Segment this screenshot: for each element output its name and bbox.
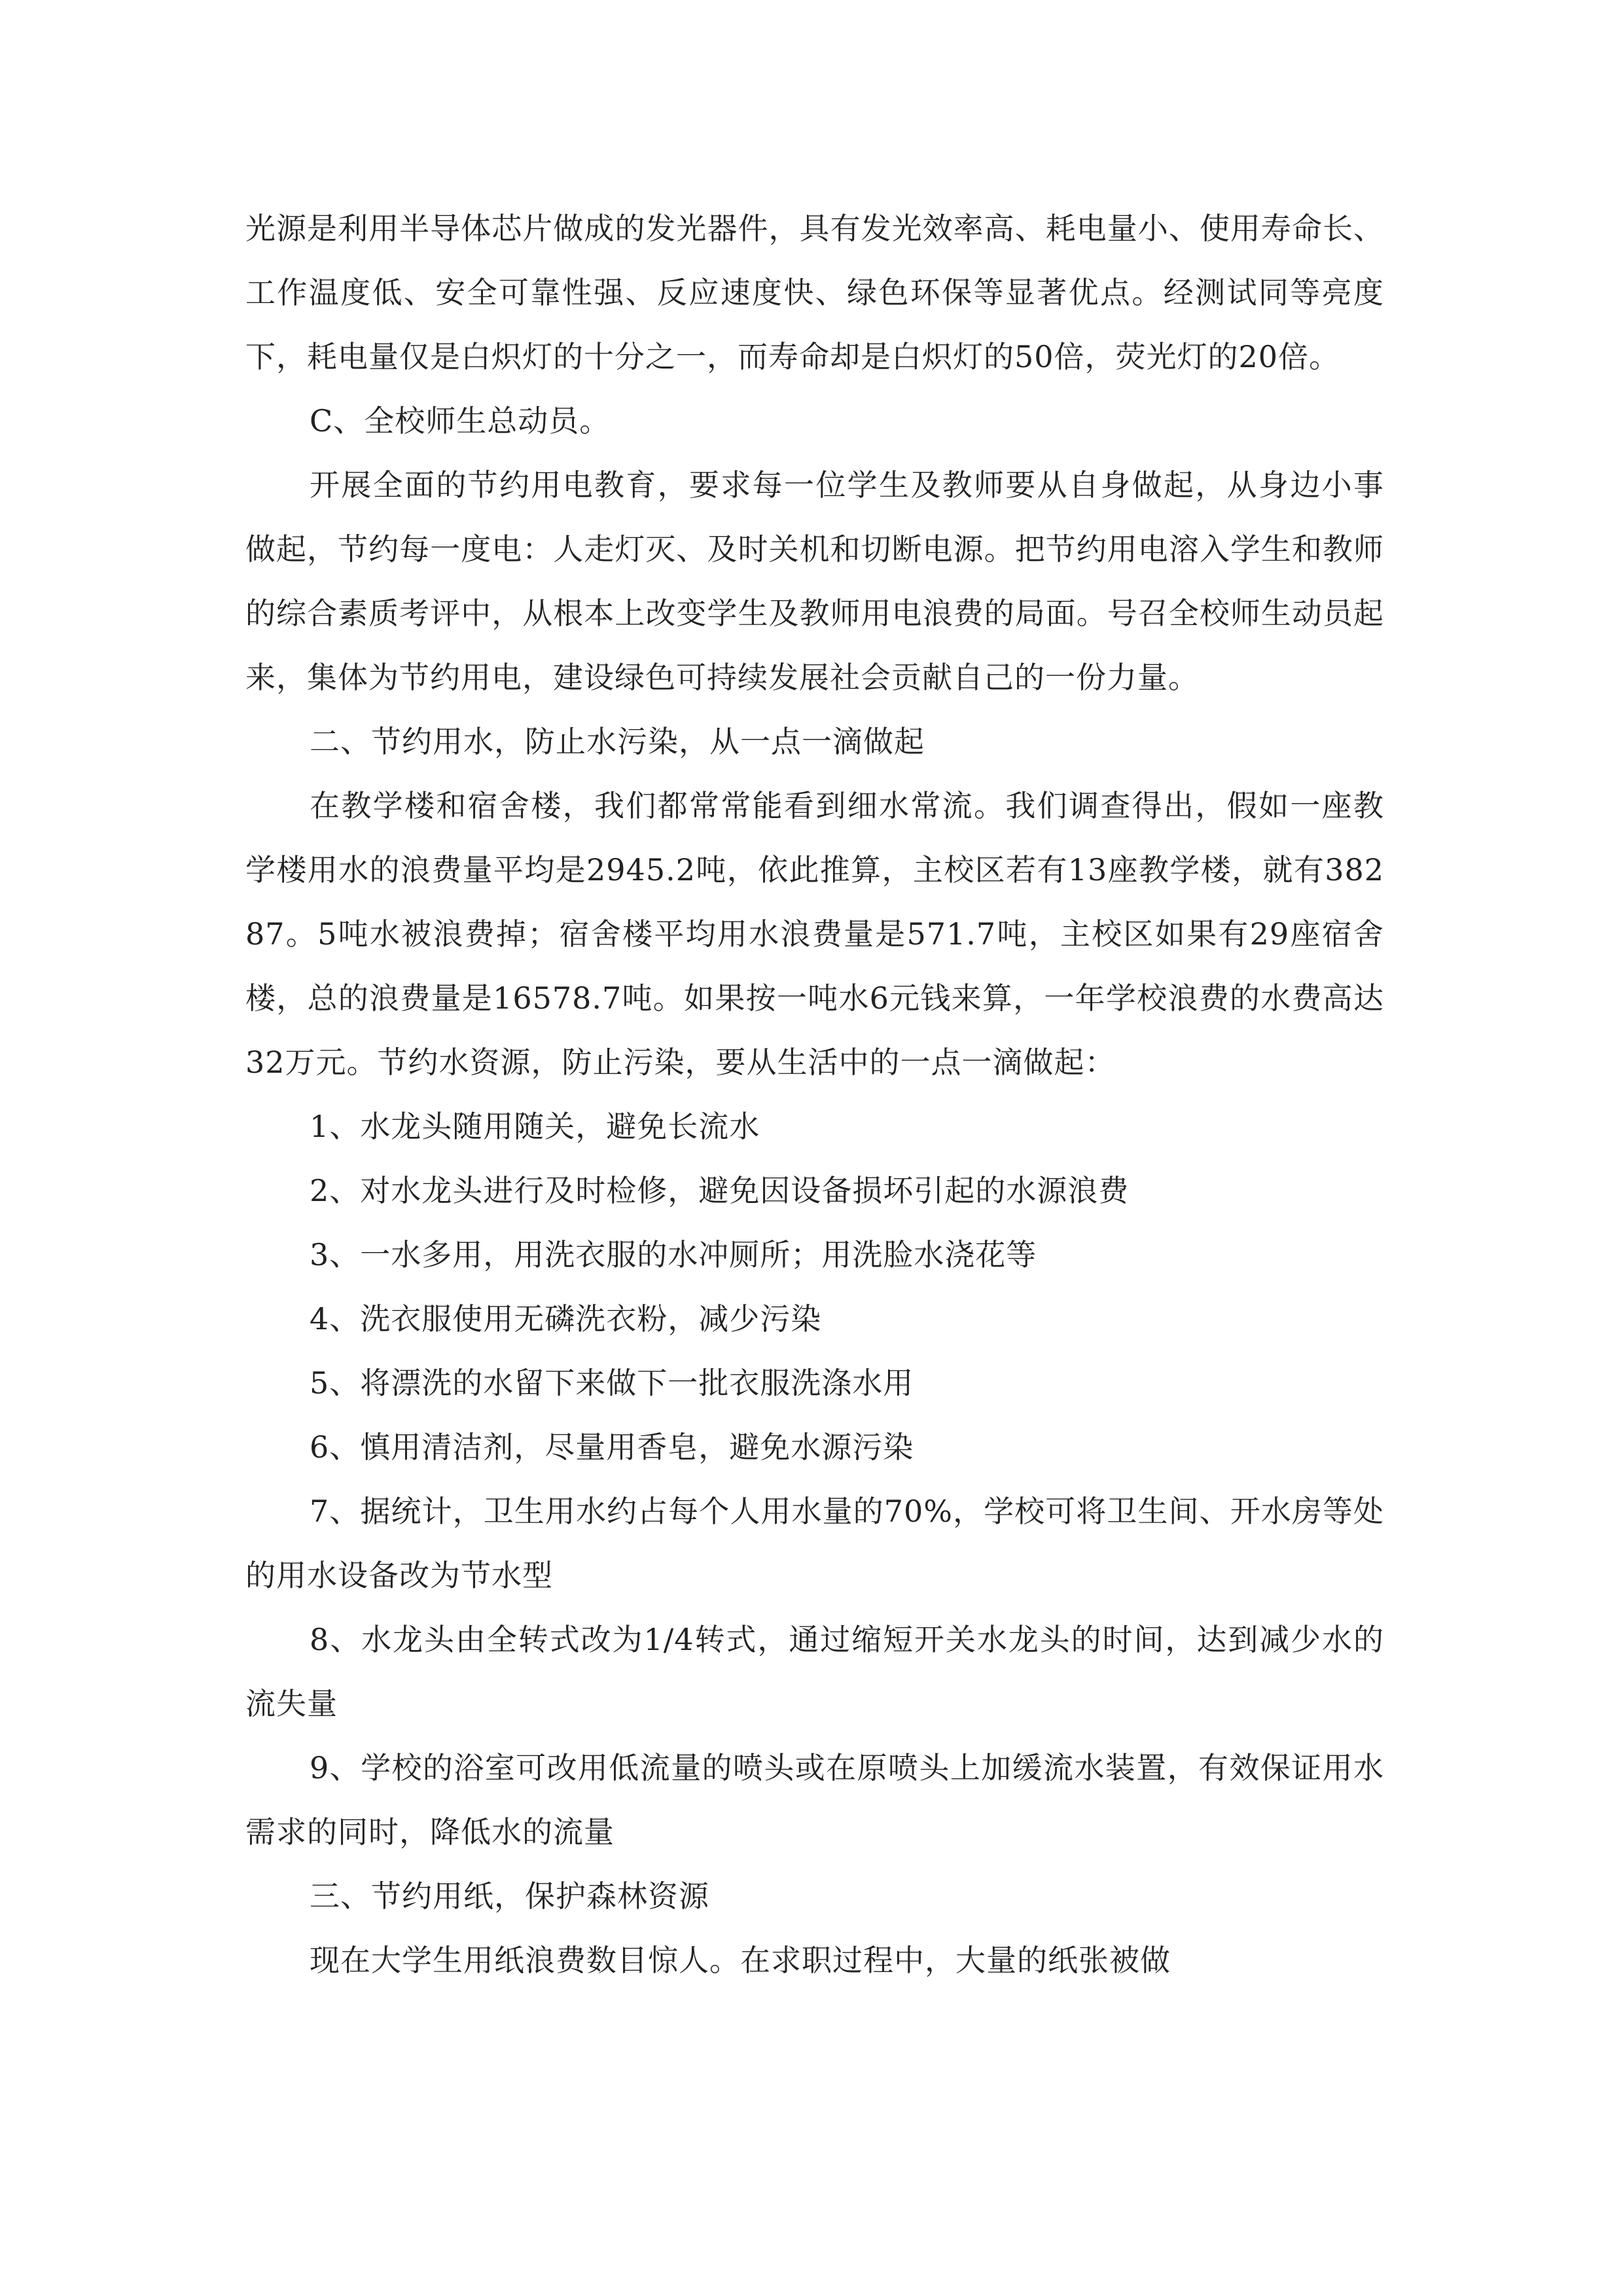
heading-section-3-paper: 三、节约用纸，保护森林资源 bbox=[310, 1878, 709, 1914]
document-body bbox=[245, 196, 1384, 1992]
paragraph-water-waste-survey: 在教学楼和宿舍楼，我们都常常能看到细水常流。我们调查得出，假如一座教学楼用水的浪费量平均是2945.2吨，依此推算，主校区若有13座教学楼，就有38287。5吨水被浪费掉；宿舍楼平均用水浪费量是571.7吨，主校区如果有29座宿舍楼，总的浪费量是16578.7吨。如果按一吨水6元钱来算，一年学校浪费的水费高达32万元。节约水资源，防止污染，要从生活中的一点一滴做起： bbox=[245, 788, 1384, 1080]
list-item-water-1: 1、水龙头随用随关，避免长流水 bbox=[310, 1109, 760, 1144]
paragraph-paper-waste: 现在大学生用纸浪费数目惊人。在求职过程中，大量的纸张被做 bbox=[310, 1943, 1171, 1978]
list-item-water-8: 8、水龙头由全转式改为1/4转式，通过缩短开关水龙头的时间，达到减少水的流失量 bbox=[245, 1622, 1384, 1721]
heading-c-mobilization: C、全校师生总动员。 bbox=[310, 403, 611, 439]
paragraph-electricity-education: 开展全面的节约用电教育，要求每一位学生及教师要从自身做起，从身边小事做起，节约每一度电：人走灯灭、及时关机和切断电源。把节约用电溶入学生和教师的综合素质考评中，从根本上改变学生及教师用电浪费的局面。号召全校师生动员起来，集体为节约用电，建设绿色可持续发展社会贡献自己的一份力量。 bbox=[245, 467, 1384, 695]
list-item-water-4: 4、洗衣服使用无磷洗衣粉，减少污染 bbox=[310, 1301, 822, 1336]
list-item-water-9: 9、学校的浴室可改用低流量的喷头或在原喷头上加缓流水装置，有效保证用水需求的同时，降低水的流量 bbox=[245, 1750, 1384, 1850]
list-item-water-3: 3、一水多用，用洗衣服的水冲厕所；用洗脸水浇花等 bbox=[310, 1237, 1037, 1272]
paragraph-led-advantages: 光源是利用半导体芯片做成的发光器件，具有发光效率高、耗电量小、使用寿命长、工作温度低、安全可靠性强、反应速度快、绿色环保等显著优点。经测试同等亮度下，耗电量仅是白炽灯的十分之一，而寿命却是白炽灯的50倍，荧光灯的20倍。 bbox=[245, 211, 1384, 374]
heading-section-2-water: 二、节约用水，防止水污染，从一点一滴做起 bbox=[310, 724, 925, 759]
list-item-water-5: 5、将漂洗的水留下来做下一批衣服洗涤水用 bbox=[310, 1365, 914, 1401]
list-item-water-7: 7、据统计，卫生用水约占每个人用水量的70%，学校可将卫生间、开水房等处的用水设备改为节水型 bbox=[245, 1494, 1384, 1593]
list-item-water-6: 6、慎用清洁剂，尽量用香皂，避免水源污染 bbox=[310, 1429, 914, 1465]
list-item-water-2: 2、对水龙头进行及时检修，避免因设备损坏引起的水源浪费 bbox=[310, 1173, 1130, 1208]
